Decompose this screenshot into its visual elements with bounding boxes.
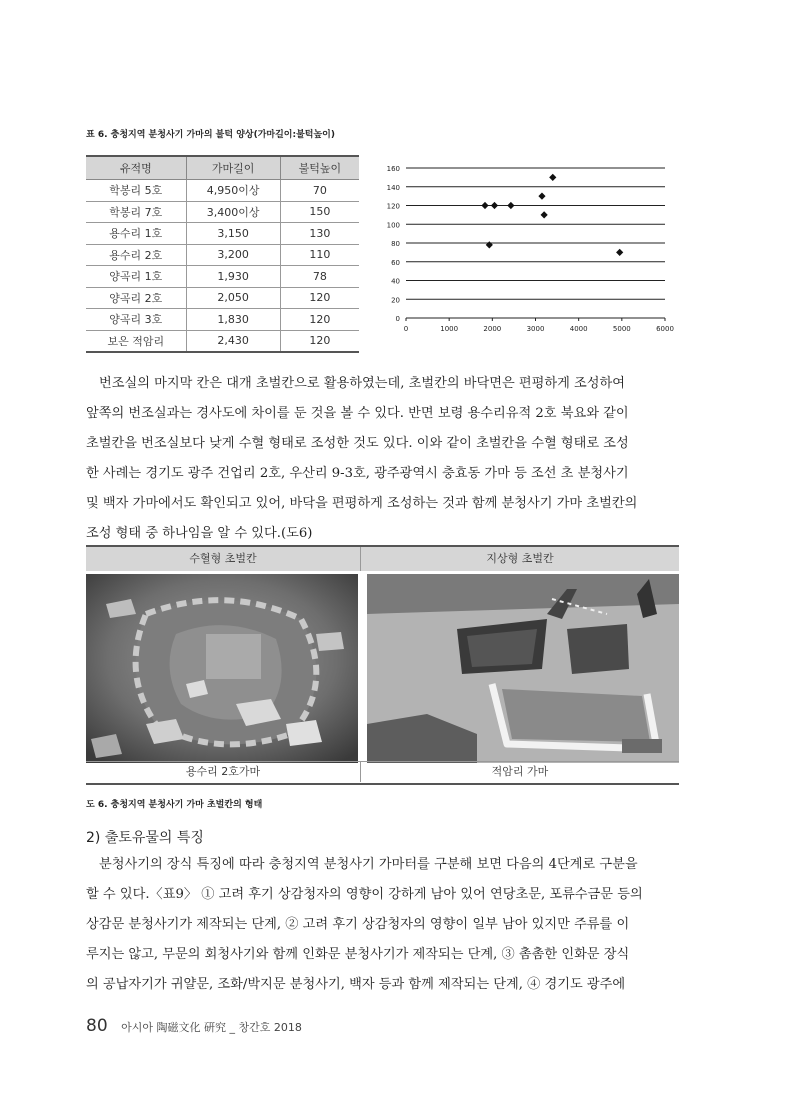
data-points <box>481 174 623 256</box>
paragraph-line: 의 공납자기가 귀얄문, 조화/박지문 분청사기, 백자 등과 함께 제작되는 단계, ④ 경기도 광주에 <box>86 977 626 992</box>
y-tick-label: 160 <box>386 165 400 173</box>
journal-title: 아시아 陶磁文化 硏究 _ 창간호 2018 <box>121 1021 302 1034</box>
cell-site: 학봉리 7호 <box>86 201 186 223</box>
body-paragraph-2 <box>86 850 722 1000</box>
x-tick-label: 6000 <box>656 325 674 333</box>
cell-site: 양곡리 2호 <box>86 287 186 309</box>
cell-height: 78 <box>280 266 359 288</box>
cell-site: 보은 적암리 <box>86 330 186 352</box>
paragraph-line: 번조실의 마지막 칸은 대개 초벌칸으로 활용하였는데, 초벌칸의 바닥면은 편평하게 조성하여 <box>99 376 626 391</box>
table-row <box>86 309 359 331</box>
cell-length: 1,930 <box>186 266 280 288</box>
x-tick-label: 4000 <box>569 325 588 333</box>
section-heading: 2) 출토유물의 특징 <box>86 830 204 846</box>
data-point <box>549 174 556 181</box>
cell-height: 120 <box>280 287 359 309</box>
cell-site: 학봉리 5호 <box>86 180 186 202</box>
gridlines <box>406 168 665 318</box>
paragraph-line: 분청사기의 장식 특징에 따라 충청지역 분청사기 가마터를 구분해 보면 다음의 4단계로 구분을 <box>99 857 638 872</box>
paragraph-line: 루지는 않고, 무문의 회청사기와 함께 인화문 분청사기가 제작되는 단계, ③ 촘촘한 인화문 장식 <box>86 947 630 962</box>
cell-length: 3,400이상 <box>186 201 280 223</box>
figure-right-footer: 적암리 가마 <box>361 761 679 782</box>
x-tick-label: 3000 <box>526 325 545 333</box>
table-header-row <box>86 156 359 180</box>
paragraph-line: 조성 형태 중 하나임을 알 수 있다.(도6) <box>86 526 313 541</box>
data-point <box>538 193 545 200</box>
cell-length: 2,050 <box>186 287 280 309</box>
cell-length: 4,950이상 <box>186 180 280 202</box>
x-tick-label: 1000 <box>440 325 459 333</box>
paragraph-line: 앞쪽의 번조실과는 경사도에 차이를 둔 것을 볼 수 있다. 반면 보령 용수리유적 2호 북요와 같이 <box>86 406 629 421</box>
cell-site: 양곡리 3호 <box>86 309 186 331</box>
figure-left-footer: 용수리 2호가마 <box>86 761 361 782</box>
x-axis-ticks <box>404 318 674 333</box>
cell-site: 용수리 1호 <box>86 223 186 245</box>
cell-height: 120 <box>280 330 359 352</box>
photo-yongsuri-image <box>86 574 358 763</box>
table-row <box>86 223 359 245</box>
page-number: 80 <box>86 1016 108 1036</box>
paragraph-line: 한 사례는 경기도 광주 건업리 2호, 우산리 9-3호, 광주광역시 충효동 가마 등 조선 초 분청사기 <box>86 466 629 481</box>
figure-6 <box>86 545 679 785</box>
figure-left-header: 수혈형 초벌칸 <box>86 547 361 571</box>
cell-height: 110 <box>280 244 359 266</box>
table-caption: 표 6. 충청지역 분청사기 가마의 불턱 양상(가마길이:불턱높이) <box>86 130 335 140</box>
y-tick-label: 60 <box>391 258 400 267</box>
data-point <box>486 241 493 248</box>
cell-height: 130 <box>280 223 359 245</box>
cell-site: 양곡리 1호 <box>86 266 186 288</box>
cell-height: 70 <box>280 180 359 202</box>
body-paragraph-1 <box>86 369 722 549</box>
y-tick-label: 120 <box>386 202 400 211</box>
paragraph-line: 초벌칸을 번조실보다 낮게 수혈 형태로 조성한 것도 있다. 이와 같이 초벌칸을 수혈 형태로 조성 <box>86 436 629 451</box>
cell-length: 3,150 <box>186 223 280 245</box>
y-tick-label: 0 <box>395 315 400 323</box>
cell-length: 2,430 <box>186 330 280 352</box>
header-site: 유적명 <box>86 156 186 180</box>
y-tick-label: 140 <box>386 183 400 192</box>
data-point <box>481 202 488 209</box>
photo-jeogamri-image <box>367 574 679 763</box>
table-row <box>86 180 359 202</box>
figure-caption: 도 6. 충청지역 분청사기 가마 초벌칸의 형태 <box>86 800 263 810</box>
data-point <box>507 202 514 209</box>
cell-length: 3,200 <box>186 244 280 266</box>
paragraph-line: 및 백자 가마에서도 확인되고 있어, 바닥을 편평하게 조성하는 것과 함께 분청사기 가마 초벌칸의 <box>86 496 638 511</box>
data-point <box>491 202 498 209</box>
y-tick-label: 20 <box>391 296 400 305</box>
table-row <box>86 266 359 288</box>
x-tick-label: 2000 <box>483 325 502 333</box>
y-axis-ticks <box>387 165 400 323</box>
cell-site: 용수리 2호 <box>86 244 186 266</box>
x-tick-label: 0 <box>403 325 409 333</box>
table-row <box>86 330 359 352</box>
scatter-chart <box>372 158 682 340</box>
photo-jeogamri-kiln <box>367 574 679 763</box>
paragraph-line: 상감문 분청사기가 제작되는 단계, ② 고려 후기 상감청자의 영향이 일부 남아 있지만 주류를 이 <box>86 917 630 932</box>
cell-height: 150 <box>280 201 359 223</box>
cell-length: 1,830 <box>186 309 280 331</box>
photo-yongsuri-kiln <box>86 574 358 763</box>
data-point <box>541 211 548 218</box>
header-step-height: 불턱높이 <box>280 156 359 180</box>
cell-height: 120 <box>280 309 359 331</box>
y-tick-label: 80 <box>391 240 400 248</box>
page-footer <box>86 1016 302 1036</box>
data-point <box>616 249 623 256</box>
y-tick-label: 40 <box>391 277 400 286</box>
figure-right-header: 지상형 초벌칸 <box>361 547 679 571</box>
header-kiln-length: 가마길이 <box>186 156 280 180</box>
table-row <box>86 287 359 309</box>
y-tick-label: 100 <box>386 221 400 230</box>
paragraph-line: 할 수 있다.〈표9〉 ① 고려 후기 상감청자의 영향이 강하게 남아 있어 연당초문, 포류수금문 등의 <box>86 887 643 902</box>
x-tick-label: 5000 <box>612 325 631 333</box>
kiln-table <box>86 155 359 353</box>
table-row <box>86 244 359 266</box>
table-row <box>86 201 359 223</box>
